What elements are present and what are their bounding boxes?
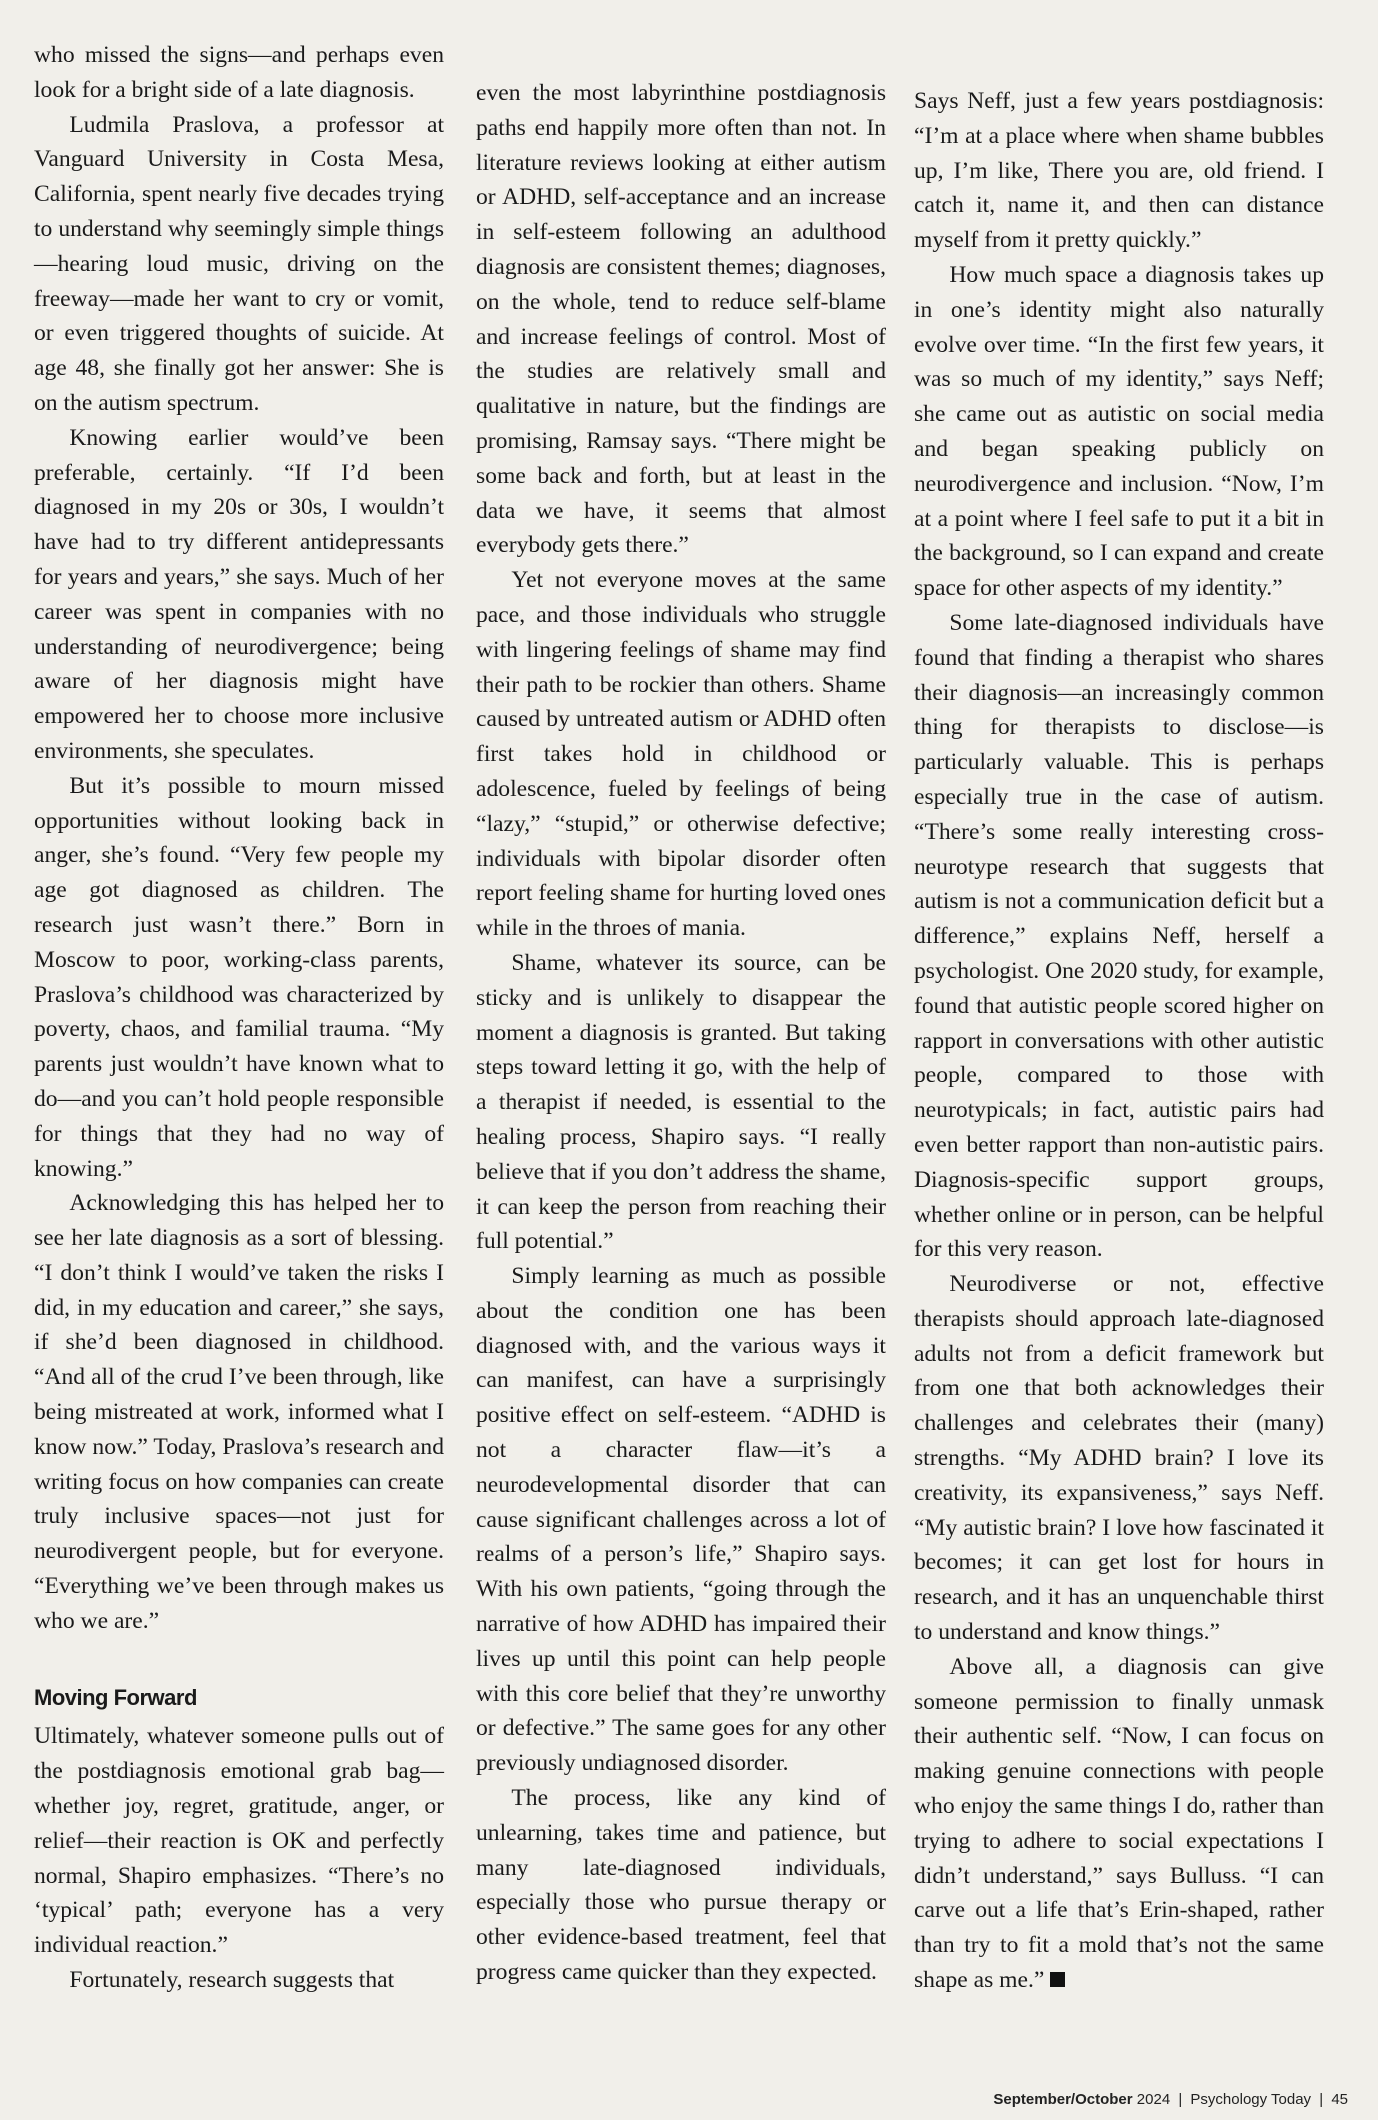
paragraph: Ultimately, whatever someone pulls out of the postdiagnosis emotional grab bag—whether joy, regret, gratitude, anger, or relief—their reaction is OK and perfectly normal, Shapiro emphasizes. “There’s no ‘typical’ path; everyone has a very individual reaction.” [34,1723,444,1959]
end-of-article-mark [1050,1972,1065,1987]
footer-separator: | [1178,2091,1183,2108]
paragraph: Shame, whatever its source, can be sticky and is unlikely to disappear the moment a diagnosis is granted. But taking steps toward letting it go, with the help of a therapist if needed, is essential to the healing process, Shapiro says. “I really believe that if you don’t address the shame, it can keep the person from reaching their full potential.” [476,949,886,1255]
paragraph-text: Above all, a diagnosis can give someone permission to finally unmask their authentic self. “Now, I can focus on making genuine connections with people who enjoy the same things I do, rather than trying to adhere to social expectations I didn’t understand,” says Bulluss. “I can carve out a life that’s Erin-shaped, rather than try to fit a mold that’s not the same shape as me.” [914,1653,1324,1994]
issue-date: September/October [993,2091,1133,2108]
paragraph: Neurodiverse or not, effective therapists should approach late-diagnosed adults not from a deficit framework but from one that both acknowledges their challenges and celebrates their (many) strengths. “My ADHD brain? I love its creativity, its expansiveness,” says Neff. “My autistic brain? I love how fascinated it becomes; it can get lost for hours in research, and it has an unquenchable thirst to understand and know things.” [914,1271,1324,1646]
paragraph: Ludmila Praslova, a professor at Vanguard University in Costa Mesa, California, spent nearly five decades trying to understand why seemingly simple things—hearing loud music, driving on the freeway—made her want to cry or vomit, or even triggered thoughts of suicide. At age 48, she finally got her answer: She is on the autism spectrum. [34,111,444,416]
paragraph: who missed the signs—and perhaps even look for a bright side of a late diagnosis. [34,42,444,103]
footer-separator: | [1319,2091,1324,2108]
issue-year: 2024 [1136,2091,1171,2108]
paragraph: How much space a diagnosis takes up in one’s identity might also naturally evolve over time. “In the first few years, it was so much of my identity,” says Neff; she came out as autistic on social media and began speaking publicly on neurodivergence and inclusion. “Now, I’m at a point where I feel safe to put it a bit in the background, so I can expand and create space for other aspects of my identity.” [914,261,1324,602]
paragraph [914,1650,1324,1998]
page-number: 45 [1331,2091,1348,2108]
section-subheading: Moving Forward [34,1684,197,1710]
paragraph: even the most labyrinthine postdiagnosis paths end happily more often than not. In literature reviews looking at either autism or ADHD, self-acceptance and an increase in self-esteem following an adulthood diagnosis are consistent themes; diagnoses, on the whole, tend to reduce self-blame and increase feelings of control. Most of the studies are relatively small and qualitative in nature, but the findings are promising, Ramsay says. “There might be some back and forth, but at least in the data we have, it seems that almost everybody gets there.” [476,80,886,559]
paragraph: Says Neff, just a few years postdiagnosis: “I’m at a place where when shame bubbles up, I’m like, There you are, old friend. I catch it, name it, and then can distance myself from it pretty quickly.” [914,88,1324,254]
paragraph: Yet not everyone moves at the same pace, and those individuals who struggle with lingering feelings of shame may find their path to be rockier than others. Shame caused by untreated autism or ADHD often first takes hold in childhood or adolescence, fueled by feelings of being “lazy,” “stupid,” or otherwise defective; individuals with bipolar disorder often report feeling shame for hurting loved ones while in the throes of mania. [476,567,886,942]
paragraph: Knowing earlier would’ve been preferable, certainly. “If I’d been diagnosed in my 20s or 30s, I wouldn’t have had to try different antidepressants for years and years,” she says. Much of her career was spent in companies with no understanding of neurodivergence; being aware of her diagnosis might have empowered her to choose more inclusive environments, she speculates. [34,424,444,764]
article-column-1 [34,38,444,1998]
paragraph: Fortunately, research suggests that [69,1967,395,1994]
article-column-2 [476,76,886,1990]
article-column-3 [914,84,1324,1998]
page-footer [993,2091,1348,2108]
paragraph: The process, like any kind of unlearning, takes time and patience, but many late-diagnosed individuals, especially those who pursue therapy or other evidence-based treatment, feel that progress came quicker than they expected. [476,1785,886,1986]
paragraph: Some late-diagnosed individuals have found that finding a therapist who shares their diagnosis—an increasingly common thing for therapists to disclose—is particularly valuable. This is perhaps especially true in the case of autism. “There’s some really interesting cross-neurotype research that suggests that autism is not a communication deficit but a difference,” explains Neff, herself a psychologist. One 2020 study, for example, found that autistic people scored higher on rapport in conversations with other autistic people, compared to those with neurotypicals; in fact, autistic pairs had even better rapport than non-autistic pairs. Diagnosis-specific support groups, whether online or in person, can be helpful for this very reason. [914,609,1324,1263]
paragraph: Simply learning as much as possible about the condition one has been diagnosed with, and the various ways it can manifest, can have a surprisingly positive effect on self-esteem. “ADHD is not a character flaw—it’s a neurodevelopmental disorder that can cause significant challenges across a lot of realms of a person’s life,” Shapiro says. With his own patients, “going through the narrative of how ADHD has impaired their lives up until this point can help people with this core belief that they’re unworthy or defective.” The same goes for any other previously undiagnosed disorder. [476,1263,886,1777]
paragraph: Acknowledging this has helped her to see her late diagnosis as a sort of blessing. “I don’t think I would’ve taken the risks I did, in my education and career,” she says, if she’d been diagnosed in childhood. “And all of the crud I’ve been through, like being mistreated at work, informed what I know now.” Today, Praslova’s research and writing focus on how companies can create truly inclusive spaces—not just for neurodivergent people, but for everyone. “Everything we’ve been through makes us who we are.” [34,1190,444,1634]
paragraph: But it’s possible to mourn missed opportunities without looking back in anger, she’s found. “Very few people my age got diagnosed as children. The research just wasn’t there.” Born in Moscow to poor, working-class parents, Praslova’s childhood was characterized by poverty, chaos, and familial trauma. “My parents just wouldn’t have known what to do—and you can’t hold people responsible for things that they had no way of knowing.” [34,772,444,1182]
magazine-name: Psychology Today [1190,2091,1312,2108]
